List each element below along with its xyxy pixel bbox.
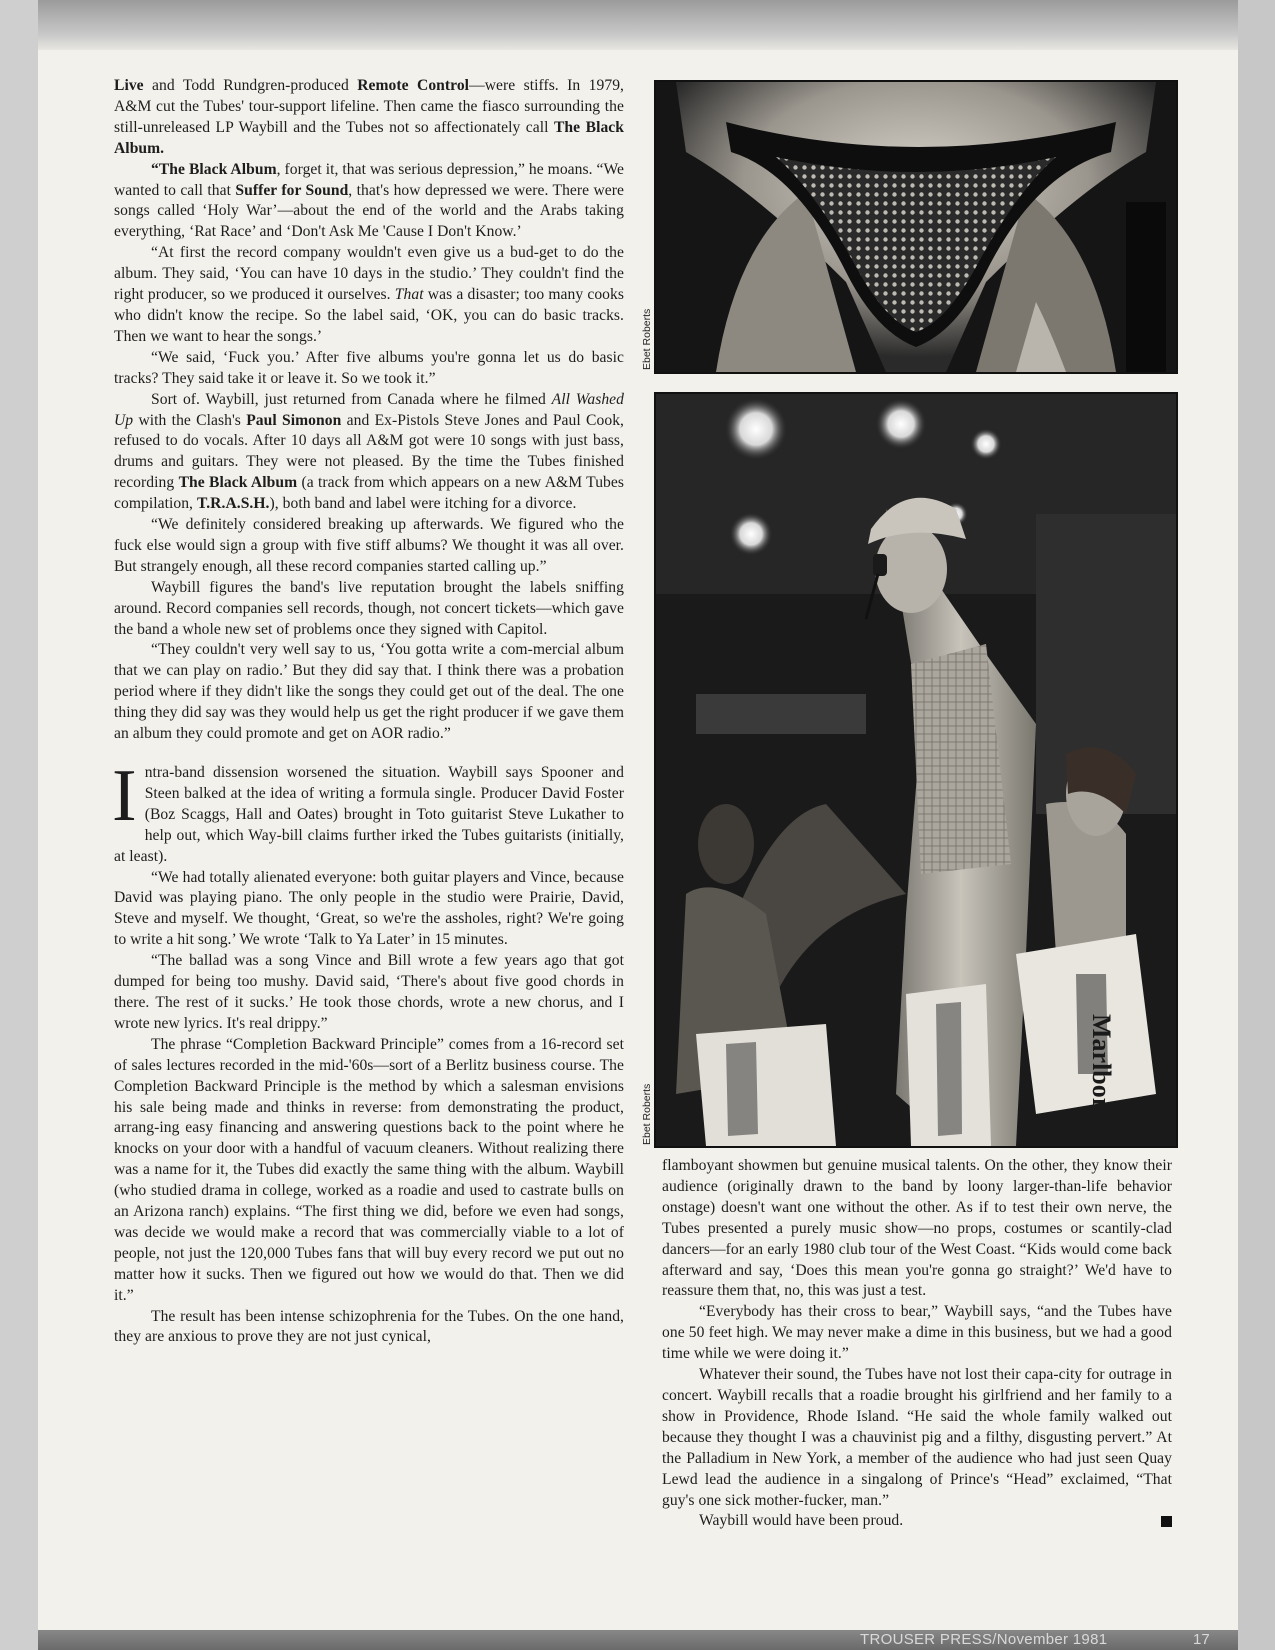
photo-stage-costume <box>654 80 1178 374</box>
paragraph-text-run: and Todd Rundgren-produced <box>143 77 358 94</box>
paragraph-text-run: ), both band and label were itching for a divorce. <box>269 495 577 513</box>
paragraph-text-run: “We said, ‘Fuck you.’ After five albums you're gonna let us do basic tracks? They said take it or leave it. So we took it.” <box>114 348 624 387</box>
photo-credit-top: Ebet Roberts <box>641 308 653 370</box>
article-paragraph <box>114 243 624 348</box>
photo-concert-performance <box>654 392 1178 1148</box>
left-page-edge <box>0 0 38 1650</box>
paragraph-text-run: Whatever their sound, the Tubes have not lost their capa-city for outrage in concert. Waybill recalls that a roadie brought his girlfriend and her family to a show in Providence, Rhode Island. “He said the whole family walked out because they thought I was a chauvinist pig and a filthy, disgusting pervert.” At the Palladium in New York, a member of the audience who had just seen Quay Lewd lead the audience in a singalong of Prince's “Head” exclaimed, “That guy's one sick mother-fucker, man.” <box>662 1366 1172 1509</box>
marlboro-sign-text: Marlboro <box>1087 1014 1116 1122</box>
top-scan-band <box>38 0 1238 50</box>
article-paragraph <box>662 1365 1172 1511</box>
paragraph-text-run: Paul Simonon <box>246 411 342 429</box>
paragraph-text-run: was a disaster; too many cooks who didn't know the recipe. So the label said, ‘OK, you can do basic tracks. Then we want to hear the songs.’ <box>114 286 624 345</box>
article-paragraph <box>114 348 624 390</box>
right-page-edge <box>1238 0 1275 1650</box>
paragraph-text-run: Waybill would have been proud. <box>699 1512 904 1530</box>
article-paragraph <box>662 1156 1172 1302</box>
paragraph-text-run: “We definitely considered breaking up afterwards. We figured who the fuck else would sign a group with five stiff albums? We thought it was all over. But strangely enough, all these record companies started calling up.” <box>114 516 624 575</box>
article-paragraph <box>114 951 624 1035</box>
photo-concert-performance-image <box>656 394 1176 1146</box>
paragraph-text-run: “We had totally alienated everyone: both guitar players and Vince, because David was playing piano. The only people in the studio were Prairie, David, Steve and myself. We thought, ‘Great, so we're the assholes, right? We're going to write a hit song.’ We wrote ‘Talk to Ya Later’ in 15 minutes. <box>114 868 624 949</box>
article-paragraph <box>114 160 624 244</box>
paragraph-text-run: with the Clash's <box>133 411 247 429</box>
paragraph-text-run: “At first the record company wouldn't even give us a bud-get to do the album. They said, ‘You can have 10 days in the studio.’ They couldn't find the right producer, so we produced it ourselves. <box>114 244 624 304</box>
paragraph-text-run: (a track from which appears on a new A&M Tubes compilation, <box>114 474 624 513</box>
paragraph-text-run: T.R.A.S.H. <box>196 495 270 513</box>
paragraph-text-run: The result has been intense schizophrenia for the Tubes. On the one hand, they are anxious to prove they are not just cynical, <box>114 1307 624 1346</box>
left-column-paragraphs-bottom <box>114 868 624 1349</box>
paragraph-text-run: “The ballad was a song Vince and Bill wrote a few years ago that got dumped for being too mushy. David said, ‘There's about five good chords in there. The rest of it sucks.’ He took those chords, wrote a new chorus, and I wrote new lyrics. It's real drippy.” <box>114 952 624 1032</box>
left-column-paragraphs-top <box>114 76 624 745</box>
dropcap-paragraph <box>112 755 624 868</box>
page-number: 17 <box>1193 1631 1210 1648</box>
paragraph-text-run: flamboyant showmen but genuine musical talents. On the other, they know their audience (originally drawn to the band by loony larger-than-life behavior onstage) doesn't want one without the other. As if to test their own nerve, the Tubes presented a purely music show—no props, costumes or scantily-clad dancers—for an early 1980 club tour of the West Coast. “Kids would come back afterward and say, ‘Does this mean you're gonna go straight?’ We'd have to reassure them that, no, this was just a test. <box>662 1157 1172 1300</box>
paragraph-text-run: Live <box>114 77 144 94</box>
paragraph-text-run: The phrase “Completion Backward Principle” comes from a 16-record set of sales lectures recorded in the mid-'60s—sort of a Berlitz business course. The Completion Backward Principle is the method by which a salesman envisions his sale being made and thinks in reverse: from demonstrating the product, arrang-ing easy financing and answering questions back to the point where he knocks on your door with a handful of vacuum cleaners. Without realizing there was a name for it, the Tubes did exactly the same thing with the album. Waybill (who studied drama in college, worked as a roadie and used to castrate bulls on an Arizona ranch) explains. “The first thing we did, before we even had songs, was decide we would make a record that was commercially viable to a lot of people, not just the 120,000 Tubes fans that will buy every record we put out no matter how it sucks. Then we figured out how we would do that. Then we did it.” <box>114 1035 624 1304</box>
paragraph-text-run: Suffer for Sound <box>235 181 349 199</box>
article-left-column <box>114 76 624 1348</box>
article-paragraph <box>662 1511 1172 1532</box>
paragraph-text-run: , that's how depressed we were. There were songs called ‘Holy War’—about the end of the world and the Arabs taking everything, ‘Rat Race’ and ‘Don't Ask Me 'Cause I Don't Know.’ <box>114 181 624 241</box>
article-paragraph <box>114 1035 624 1307</box>
paragraph-text-run: , forget it, that was serious depression,” he moans. “We wanted to call that <box>114 160 624 199</box>
paragraph-text-run: “The Black Album <box>151 160 277 178</box>
article-paragraph <box>114 390 624 515</box>
footer-publication: TROUSER PRESS/November 1981 <box>860 1631 1108 1648</box>
paragraph-text-run: The Black Album <box>178 474 298 492</box>
photo-credit-main: Ebet Roberts <box>641 1083 653 1145</box>
article-paragraph <box>114 868 624 952</box>
paragraph-text-run: Remote Control <box>357 77 470 94</box>
article-right-column <box>662 1156 1172 1532</box>
photo-stage-costume-image <box>656 82 1176 372</box>
paragraph-text-run: and Ex-Pistols Steve Jones and Paul Cook, refused to do vocals. After 10 days all A&M got were 10 songs with just bass, drums and guitars. They were not pleased. By the time the Tubes finished recording <box>114 411 624 492</box>
right-column-paragraphs <box>662 1156 1172 1532</box>
paragraph-text-run: —were stiffs. In 1979, A&M cut the Tubes' tour-support lifeline. Then came the fiasco surrounding the still-unreleased LP Waybill and the Tubes not so affectionately call <box>114 77 624 136</box>
paragraph-text-run: All Washed Up <box>114 390 624 429</box>
paragraph-text-run: That <box>394 286 424 304</box>
dropcap-letter: I <box>112 755 137 837</box>
dropcap-paragraph-text: ntra-band dissension worsened the situation. Waybill says Spooner and Steen balked at the idea of writing a formula single. Producer David Foster (Boz Scaggs, Hall and Oates) brought in Toto guitarist Steve Lukather to help out, which Way-bill claims further irked the Tubes guitarists (initially, at least). <box>114 764 624 865</box>
article-paragraph <box>114 76 624 160</box>
paragraph-text-run: The Black Album. <box>114 118 624 157</box>
article-paragraph <box>114 1307 624 1349</box>
end-of-article-mark <box>1161 1516 1172 1527</box>
article-paragraph <box>114 640 624 745</box>
paragraph-text-run: Waybill figures the band's live reputation brought the labels sniffing around. Record companies sell records, though, not concert tickets—which gave the band a whole new set of problems once they signed with Capitol. <box>114 578 624 638</box>
article-paragraph <box>114 578 624 641</box>
article-paragraph <box>114 515 624 578</box>
article-paragraph <box>662 1302 1172 1365</box>
paragraph-text-run: Sort of. Waybill, just returned from Canada where he filmed <box>151 390 552 408</box>
paragraph-text-run: “Everybody has their cross to bear,” Waybill says, “and the Tubes have one 50 feet high. We may never make a dime in this business, but we had a good time while we were doing it.” <box>662 1303 1172 1363</box>
paragraph-text-run: “They couldn't very well say to us, ‘You gotta write a com-mercial album that we can play on radio.’ But they did say that. I think there was a probation period where if they didn't like the songs they could get out of the deal. The one thing they did say was they would help us get the right producer if we gave them an album they could promote and get on AOR radio.” <box>114 641 624 743</box>
